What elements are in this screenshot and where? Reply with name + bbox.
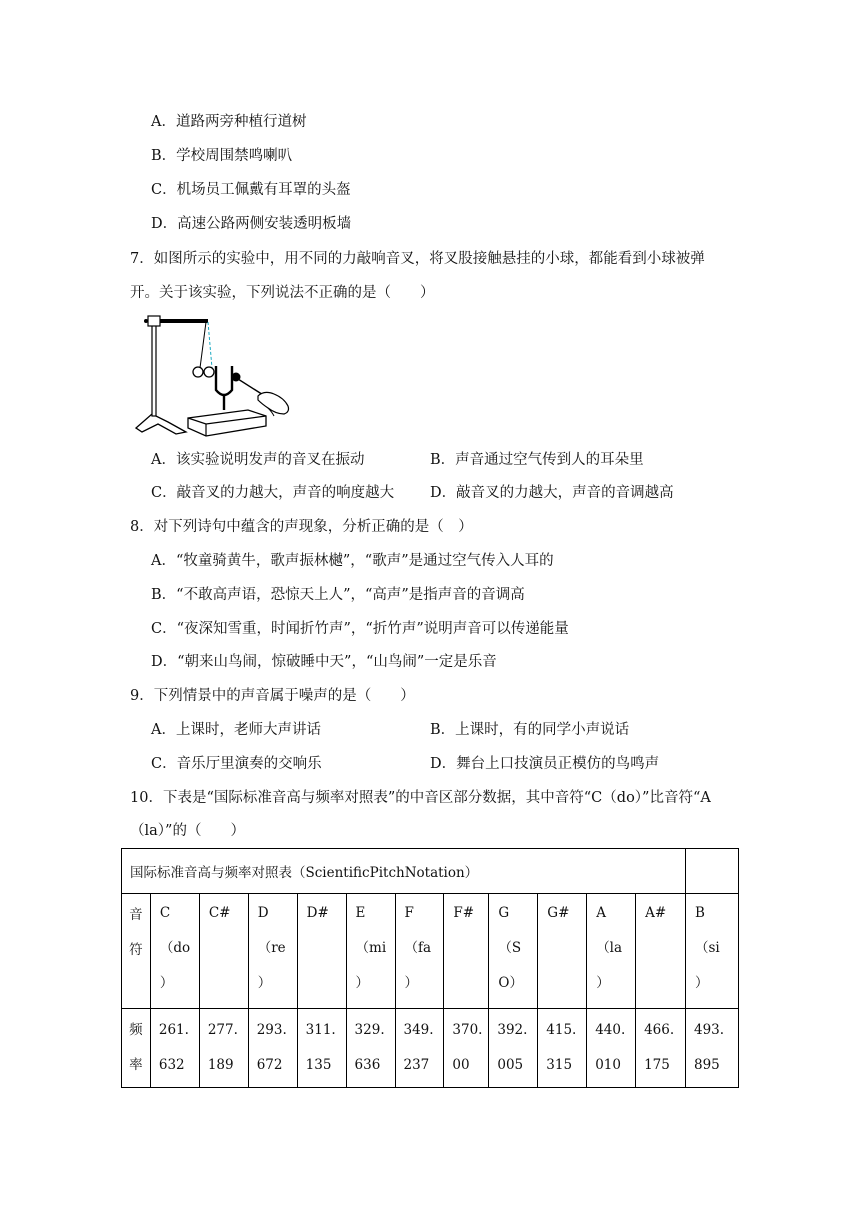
note-cell-line: （S: [498, 940, 522, 956]
table-row-notes: [122, 894, 739, 1009]
frequency-cell-line: 010: [595, 1057, 621, 1073]
frequency-cell: [686, 1009, 739, 1088]
q8-option-b: B．“不敢高声语，恐惊天上人”，“高声”是指声音的音调高: [151, 587, 525, 603]
note-cell: [248, 894, 297, 1009]
note-cell-line: A: [596, 905, 606, 921]
q7-option-a: A．该实验说明发声的音叉在振动: [151, 452, 365, 468]
note-cell-line: （fa: [404, 940, 432, 956]
note-cell-line: ）: [355, 975, 370, 991]
frequency-cell-line: 189: [207, 1057, 234, 1073]
note-cell-line: ）: [404, 975, 418, 991]
note-cell-line: ）: [596, 975, 610, 991]
note-cell: [538, 894, 587, 1009]
q6-option-d: D．高速公路两侧安装透明板墙: [151, 216, 352, 232]
note-cell: [150, 894, 199, 1009]
note-cell: [444, 894, 489, 1009]
frequency-cell-line: 415.: [546, 1022, 577, 1038]
frequency-cell: [297, 1009, 346, 1088]
note-cell-line: ）: [257, 975, 272, 991]
frequency-cell-line: 392.: [497, 1022, 528, 1038]
note-cell-line: E: [355, 905, 366, 921]
row-header-notes-char2: 符: [129, 942, 143, 958]
frequency-cell-line: 315: [546, 1057, 573, 1073]
q8-stem: 8．对下列诗句中蕴含的声现象，分析正确的是（ ）: [130, 519, 473, 535]
q7-option-d: D．敲音叉的力越大，声音的音调越高: [430, 485, 674, 501]
q9-stem: 9．下列情景中的声音属于噪声的是（ ）: [130, 688, 415, 704]
note-cell-line: G#: [547, 905, 570, 921]
note-cell-line: G: [498, 905, 510, 921]
q6-option-c: C．机场员工佩戴有耳罩的头盔: [151, 182, 351, 198]
table-title-empty-cell: [686, 849, 739, 894]
note-cell: [346, 894, 395, 1009]
tuning-fork-experiment-figure: [128, 310, 298, 438]
q8-option-a: A．“牧童骑黄牛，歌声振林樾”，“歌声”是通过空气传入人耳的: [151, 553, 554, 569]
frequency-cell-line: 277.: [207, 1022, 238, 1038]
frequency-cell-line: 672: [256, 1057, 283, 1073]
note-cell-line: F#: [453, 905, 475, 921]
frequency-cell-line: 237: [403, 1057, 430, 1073]
frequency-cell-line: 00: [452, 1057, 470, 1073]
frequency-cell: [248, 1009, 297, 1088]
frequency-cell: [199, 1009, 248, 1088]
note-cell-line: （mi: [355, 940, 387, 956]
note-cell: [587, 894, 636, 1009]
note-cell-line: F: [404, 905, 414, 921]
table-row-frequencies: [122, 1009, 739, 1088]
frequency-cell-line: 349.: [403, 1022, 434, 1038]
q7-stem-line1: 7．如图所示的实验中，用不同的力敲响音叉，将叉股接触悬挂的小球，都能看到小球被弹: [130, 251, 705, 267]
frequency-cell-line: 632: [158, 1057, 185, 1073]
table-title-row: [122, 849, 739, 894]
note-cell-line: D#: [306, 905, 329, 921]
frequency-cell-line: 261.: [158, 1022, 189, 1038]
frequency-cell: [489, 1009, 538, 1088]
q7-option-b: B．声音通过空气传到人的耳朵里: [430, 452, 644, 468]
note-cell-line: B: [695, 905, 705, 921]
q8-option-d: D．“朝来山鸟闹，惊破睡中天”，“山鸟闹”一定是乐音: [151, 654, 497, 670]
note-cell-line: D: [257, 905, 269, 921]
q10-stem-line1: 10．下表是“国际标准音高与频率对照表”的中音区部分数据，其中音符“C（do）”比音符“A: [130, 790, 711, 806]
note-cell-line: A#: [645, 905, 667, 921]
q7-stem-line2: 开。关于该实验，下列说法不正确的是（ ）: [130, 285, 435, 301]
q9-option-d: D．舞台上口技演员正模仿的鸟鸣声: [430, 756, 660, 772]
frequency-cell: [587, 1009, 636, 1088]
note-cell: [686, 894, 739, 1009]
frequency-cell: [150, 1009, 199, 1088]
row-header-frequency: [122, 1009, 151, 1088]
note-cell: [636, 894, 686, 1009]
note-cell-line: ）: [159, 975, 174, 991]
frequency-cell-line: 493.: [694, 1022, 725, 1038]
frequency-cell-line: 175: [644, 1057, 670, 1073]
frequency-cell: [538, 1009, 587, 1088]
note-cell-line: （la: [596, 940, 623, 956]
frequency-cell-line: 895: [694, 1057, 720, 1073]
frequency-cell-line: 440.: [595, 1022, 626, 1038]
frequency-cell-line: 636: [354, 1057, 381, 1073]
frequency-cell-line: 293.: [256, 1022, 287, 1038]
frequency-cell-line: 005: [497, 1057, 524, 1073]
note-cell-line: ）: [695, 975, 709, 991]
frequency-cell: [346, 1009, 395, 1088]
q9-option-b: B．上课时，有的同学小声说话: [430, 722, 630, 738]
row-header-notes-char1: 音: [129, 907, 143, 923]
frequency-cell: [444, 1009, 489, 1088]
table-title: 国际标准音高与频率对照表（ScientificPitchNotation）: [122, 849, 686, 894]
note-cell: [395, 894, 444, 1009]
q9-option-c: C．音乐厅里演奏的交响乐: [151, 756, 322, 772]
q8-option-c: C．“夜深知雪重，时闻折竹声”，“折竹声”说明声音可以传递能量: [151, 621, 569, 637]
note-cell-line: O）: [498, 975, 523, 991]
q10-stem-line2: （la）”的（ ）: [130, 823, 245, 839]
row-header-frequency-char1: 频: [129, 1022, 143, 1038]
note-cell: [199, 894, 248, 1009]
note-cell-line: C#: [208, 905, 231, 921]
frequency-cell-line: 370.: [452, 1022, 483, 1038]
note-cell-line: （do: [159, 940, 191, 956]
note-cell: [489, 894, 538, 1009]
frequency-cell-line: 135: [305, 1057, 332, 1073]
row-header-notes: [122, 894, 151, 1009]
frequency-cell-line: 329.: [354, 1022, 385, 1038]
q6-option-b: B．学校周围禁鸣喇叭: [151, 148, 293, 164]
q9-option-a: A．上课时，老师大声讲话: [151, 722, 321, 738]
frequency-cell-line: 311.: [305, 1022, 336, 1038]
q6-option-a: A．道路两旁种植行道树: [151, 114, 307, 130]
note-cell-line: （si: [695, 940, 720, 956]
note-cell-line: （re: [257, 940, 286, 956]
row-header-frequency-char2: 率: [129, 1057, 143, 1073]
frequency-cell-line: 466.: [644, 1022, 675, 1038]
note-cell: [297, 894, 346, 1009]
pitch-frequency-table: [121, 848, 739, 1088]
frequency-cell: [636, 1009, 686, 1088]
note-cell-line: C: [159, 905, 171, 921]
frequency-cell: [395, 1009, 444, 1088]
q7-option-c: C．敲音叉的力越大，声音的响度越大: [151, 485, 395, 501]
